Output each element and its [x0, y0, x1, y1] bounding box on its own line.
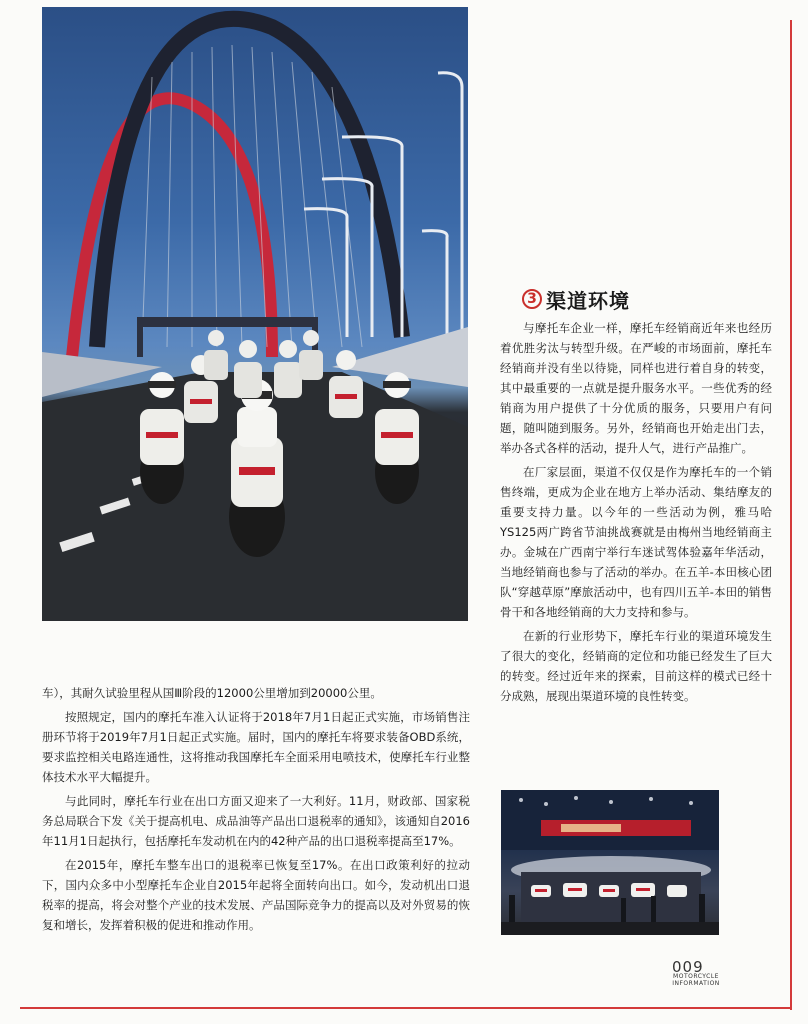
- bridge-scene-illustration: [42, 7, 468, 621]
- left-column-text: [42, 683, 470, 939]
- margin-rule-bottom: [20, 1007, 790, 1009]
- section-title: 渠道环境: [546, 288, 630, 313]
- left-paragraph-4: 在2015年，摩托车整车出口的退税率已恢复至17%。在出口政策利好的拉动下，国内众多中小型摩托车企业自2015年起将全面转向出口。如今，发动机出口退税率的提高，将会对整个产业的技术发展、产品国际竞争力的提高以及对外贸易的恢复和增长，发挥着积极的促进和推动作用。: [42, 858, 470, 932]
- left-paragraph-3: 与此同时，摩托车行业在出口方面又迎来了一大利好。11月，财政部、国家税务总局联合下发《关于提高机电、成品油等产品出口退税率的通知》，该通知自2016年11月1日起执行，包括摩托车发动机在内的42种产品的出口退税率提高至17%。: [42, 794, 470, 848]
- section-number-badge: 3: [522, 289, 542, 309]
- police-motorcycle-photo: [42, 7, 468, 621]
- margin-rule-right: [790, 20, 792, 1010]
- exhibition-scene-illustration: [501, 790, 719, 935]
- page-number: 009: [672, 958, 704, 976]
- right-paragraph-2: 在厂家层面，渠道不仅仅是作为摩托车的一个销售终端，更成为企业在地方上举办活动、集结摩友的重要支持力量。以今年的一些活动为例，雅马哈YS125两广跨省节油挑战赛就是由梅州当地经销商主办。金城在广西南宁举行车迷试驾体验嘉年华活动，当地经销商也参与了活动的举办。在五羊-本田核心团队“穿越草原”摩旅活动中，也有四川五羊-本田的销售骨干和各地经销商的大力支持和参与。: [500, 465, 772, 619]
- right-paragraph-3: 在新的行业形势下，摩托车行业的渠道环境发生了很大的变化，经销商的定位和功能已经发生了巨大的转变。经过近年来的探索，目前这样的模式已经十分成熟，展现出渠道环境的良性转变。: [500, 629, 772, 703]
- right-column-text: [500, 318, 772, 710]
- left-paragraph-1: 车），其耐久试验里程从国Ⅲ阶段的12000公里增加到20000公里。: [42, 686, 382, 700]
- exhibition-booth-photo: [501, 790, 719, 935]
- magazine-name-line-2: INFORMATION: [672, 980, 720, 987]
- magazine-name: [666, 973, 726, 987]
- right-paragraph-1: 与摩托车企业一样，摩托车经销商近年来也经历着优胜劣汰与转型升级。在严峻的市场面前，摩托车经销商并没有坐以待毙，同样也进行着自身的转变，其中最重要的一点就是提升服务水平。一些优秀的经销商为用户提供了十分优质的服务，只要用户有问题，随叫随到服务。另外，经销商也开始走出门去，举办各式各样的活动，提升人气，进行产品推广。: [500, 321, 772, 455]
- section-heading: [522, 285, 772, 313]
- magazine-name-line-1: MOTORCYCLE: [673, 973, 719, 980]
- left-paragraph-2: 按照规定，国内的摩托车准入认证将于2018年7月1日起正式实施，市场销售注册环节将于2019年7月1日起正式实施。届时，国内的摩托车将要求装备OBD系统，要求监控相关电路连通性，这将推动我国摩托车全面采用电喷技术，使摩托车行业整体技术水平大幅提升。: [42, 710, 470, 784]
